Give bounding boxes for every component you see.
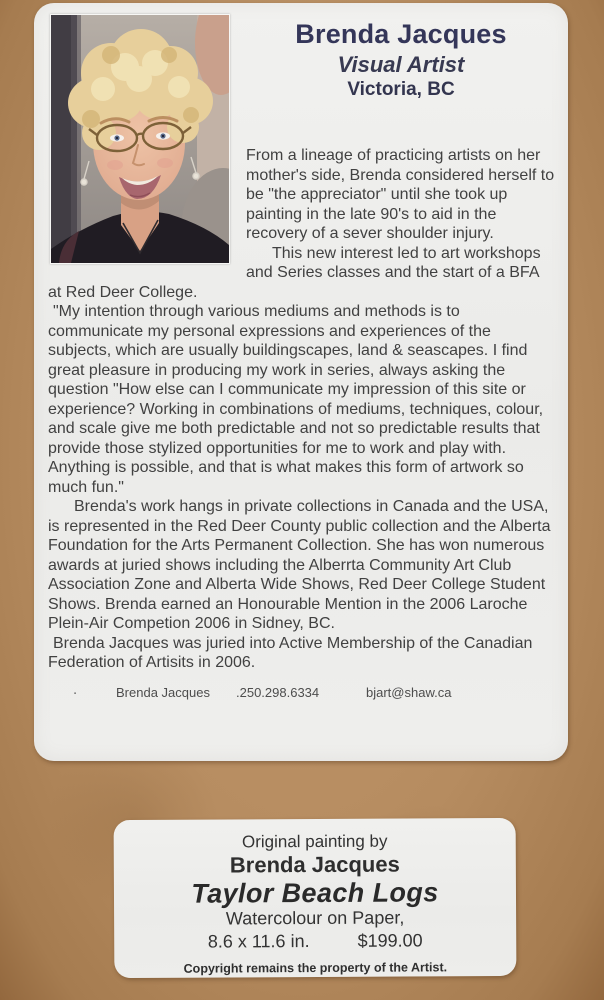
artist-portrait-photo <box>50 14 230 264</box>
portrait-illustration <box>51 15 229 263</box>
painting-title: Taylor Beach Logs <box>191 877 439 909</box>
painting-artist: Brenda Jacques <box>229 851 400 878</box>
artist-role: Visual Artist <box>337 52 465 77</box>
contact-email: bjart@shaw.ca <box>366 684 452 700</box>
painting-price: $199.00 <box>357 930 423 951</box>
contact-phone: .250.298.6334 <box>236 684 320 700</box>
bio-paragraph: From a lineage of practicing artists on her mother's side, Brenda considered herself to be "the appreciator" until she took up painting in the late 90's to aid in the recovery of a sever shoulder injury. <box>246 147 555 242</box>
contact-line <box>48 680 556 703</box>
contact-bullet: . <box>73 680 78 698</box>
copyright-notice: Copyright remains the property of the Artist. <box>183 960 448 976</box>
bio-paragraph: Brenda Jacques was juried into Active Membership of the Canadian Federation of Artisits in 2006. <box>48 634 533 671</box>
painting-prefix: Original painting by <box>241 831 388 852</box>
artist-bio-label <box>34 3 568 761</box>
artist-location: Victoria, BC <box>347 79 455 100</box>
painting-size-price-row <box>114 929 516 953</box>
contact-name: Brenda Jacques <box>116 684 210 700</box>
painting-medium: Watercolour on Paper, <box>225 907 405 929</box>
painting-info-label <box>114 818 517 978</box>
bio-paragraph: "My intention through various mediums and methods is to communicate my personal expressions and experiences of the subjects, which are usually buildingscapes, land & seascapes. I find great pleasure in producing my work in series, always asking the question "How else can I communicate my impression of this site or experience? Working in combinations of mediums, techniques, colour, and scale give me both predictable and not so predictable results that provide those stylized opportunities for me to work and play with. Anything is possible, and that is what makes this form of artwork so much fun." <box>48 303 544 496</box>
bio-paragraph: This new interest led to art workshops and Series classes and the start of a BFA at Red Deer College. <box>48 244 541 301</box>
bio-paragraph: Brenda's work hangs in private collections in Canada and the USA, is represented in the Red Deer County public collection and the Alberta Foundation for the Arts Permanent Collection. She has won numerous awards at juried shows including the Alberrta Community Art Club Association Zone and Alberta Wide Shows, Red Deer College Student Shows. Brenda earned an Honourable Mention in the 2006 Laroche Plein-Air Competion 2006 in Sidney, BC. <box>48 498 551 632</box>
painting-dimensions: 8.6 x 11.6 in. <box>207 931 310 952</box>
artist-name: Brenda Jacques <box>295 19 507 49</box>
